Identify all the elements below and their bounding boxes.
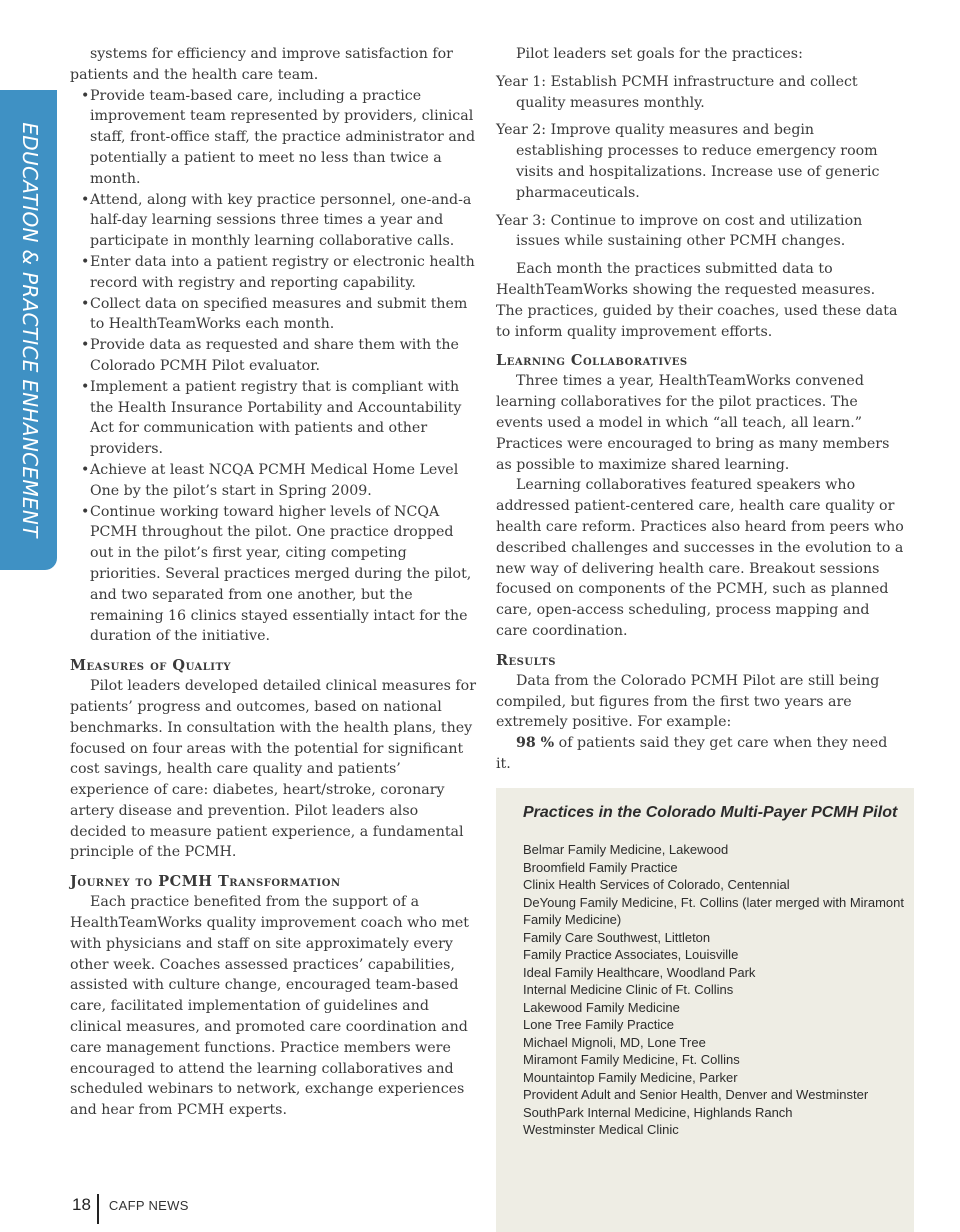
publication-name: CAFP NEWS bbox=[108, 1197, 189, 1213]
practices-sidebar bbox=[496, 788, 914, 1232]
list-item: Mountaintop Family Medicine, Parker bbox=[523, 1069, 738, 1085]
list-item: • Attend, along with key practice personnel, one-and-a half-day learning sessions three times a year and participate in monthly learning collaborative calls. bbox=[70, 190, 476, 252]
learning-paragraph-1: Three times a year, HealthTeamWorks convened learning collaboratives for the pilot practices. The events used a model in which “all teach, all learn.” Practices were encouraged to bring as many members as possible to maximize shared learning. bbox=[496, 373, 890, 473]
journey-heading: Journey to PCMH Transformation bbox=[70, 873, 341, 891]
stat-text: of patients said they get care when they need it. bbox=[496, 735, 888, 772]
learning-heading: Learning Collaboratives bbox=[496, 352, 688, 370]
requirements-list bbox=[70, 86, 476, 648]
results-heading: Results bbox=[496, 651, 556, 669]
list-item: Miramont Family Medicine, Ft. Collins bbox=[523, 1052, 740, 1067]
learning-paragraph-2: Learning collaboratives featured speakers who addressed patient-centered care, health care quality or health care reform. Practices also heard from peers who described challenges and successes in the evolution to a new way of delivering health care. Breakout sessions focused on components of the PCMH, such as planned care, open-access scheduling, process mapping and care coordination. bbox=[496, 477, 904, 639]
monthly-data-paragraph: Each month the practices submitted data to HealthTeamWorks showing the requested measures. The practices, guided by their coaches, used these data to inform quality improvement efforts. bbox=[496, 261, 898, 340]
right-column bbox=[496, 44, 904, 775]
journey-paragraph: Each practice benefited from the support of a HealthTeamWorks quality improvement coach who met with physicians and staff on site approximately every other week. Coaches assessed practices’ capabilities, assisted with culture change, encouraged team-based care, facilitated implementation of guidelines and clinical measures, and promoted care coordination and care management functions. Practice members were encouraged to attend the learning collaboratives and scheduled webinars to network, exchange experiences and hear from PCMH experts. bbox=[70, 894, 470, 1119]
section-tab-label: EDUCATION & PRACTICE ENHANCEMENT bbox=[18, 122, 42, 538]
stat-line bbox=[496, 733, 904, 775]
goal-year-2: Year 2: Improve quality measures and begin establishing processes to reduce emergency room visits and hospitalizations. Increase use of generic pharmaceuticals. bbox=[496, 122, 880, 201]
list-item: SouthPark Internal Medicine, Highlands Ranch bbox=[523, 1104, 793, 1120]
list-item: • Enter data into a patient registry or electronic health record with registry and reporting capability. bbox=[70, 252, 476, 294]
footer-divider bbox=[97, 1194, 99, 1224]
list-item: Lone Tree Family Practice bbox=[523, 1017, 675, 1032]
section-tab bbox=[0, 90, 57, 570]
list-item: Westminster Medical Clinic bbox=[523, 1122, 679, 1137]
list-item: Provident Adult and Senior Health, Denver and Westminster bbox=[523, 1087, 869, 1102]
list-item: Family Care Southwest, Littleton bbox=[523, 929, 711, 945]
page-number: 18 bbox=[72, 1195, 91, 1214]
list-item: DeYoung Family Medicine, Ft. Collins (later merged with Miramont Family Medicine) bbox=[523, 894, 904, 927]
list-item: • Achieve at least NCQA PCMH Medical Home Level One by the pilot’s start in Spring 2009. bbox=[70, 460, 476, 502]
list-item: • Provide team-based care, including a practice improvement team represented by providers, clinical staff, front-office staff, the practice administrator and potentially a patient to meet no less than twice a month. bbox=[70, 86, 476, 190]
list-item: Family Practice Associates, Louisville bbox=[523, 947, 739, 962]
results-paragraph: Data from the Colorado PCMH Pilot are still being compiled, but figures from the first two years are extremely positive. For example: bbox=[496, 672, 880, 731]
list-item: Broomfield Family Practice bbox=[523, 859, 678, 875]
list-item: Lakewood Family Medicine bbox=[523, 999, 680, 1015]
measures-heading: Measures of Quality bbox=[70, 657, 232, 675]
goal-year-1: Year 1: Establish PCMH infrastructure and collect quality measures monthly. bbox=[496, 73, 858, 111]
goals-intro: Pilot leaders set goals for the practices: bbox=[516, 46, 803, 62]
sidebar-title: Practices in the Colorado Multi-Payer PCMH Pilot bbox=[523, 804, 898, 821]
intro-continuation: systems for efficiency and improve satisfaction for patients and the health care team. bbox=[70, 46, 453, 83]
list-item: • Collect data on specified measures and submit them to HealthTeamWorks each month. bbox=[70, 294, 476, 336]
page-footer bbox=[72, 1194, 189, 1216]
list-item: • Implement a patient registry that is compliant with the Health Insurance Portability and Accountability Act for communication with patients and other providers. bbox=[70, 377, 476, 460]
list-item: Internal Medicine Clinic of Ft. Collins bbox=[523, 982, 734, 997]
list-item: Ideal Family Healthcare, Woodland Park bbox=[523, 964, 756, 980]
list-item: Belmar Family Medicine, Lakewood bbox=[523, 842, 729, 857]
list-item: Michael Mignoli, MD, Lone Tree bbox=[523, 1034, 706, 1050]
practices-list bbox=[523, 841, 908, 1139]
list-item: Clinix Health Services of Colorado, Centennial bbox=[523, 877, 790, 892]
left-column bbox=[70, 44, 476, 1121]
list-item: • Continue working toward higher levels of NCQA PCMH throughout the pilot. One practice dropped out in the pilot’s first year, citing competing priorities. Several practices merged during the pilot, and two separated from one another, but the remaining 16 clinics stayed essentially intact for the duration of the initiative. bbox=[70, 502, 476, 648]
goal-year-3: Year 3: Continue to improve on cost and utilization issues while sustaining other PCMH changes. bbox=[496, 212, 863, 250]
measures-paragraph: Pilot leaders developed detailed clinical measures for patients’ progress and outcomes, based on national benchmarks. In consultation with the health plans, they focused on four areas with the potential for significant cost savings, health care quality and patients’ experience of care: diabetes, heart/stroke, coronary artery disease and prevention. Pilot leaders also decided to measure patient experience, a fundamental principle of the PCMH. bbox=[70, 678, 476, 861]
list-item: • Provide data as requested and share them with the Colorado PCMH Pilot evaluator. bbox=[70, 335, 476, 377]
stat-value: 98 % bbox=[516, 735, 555, 752]
